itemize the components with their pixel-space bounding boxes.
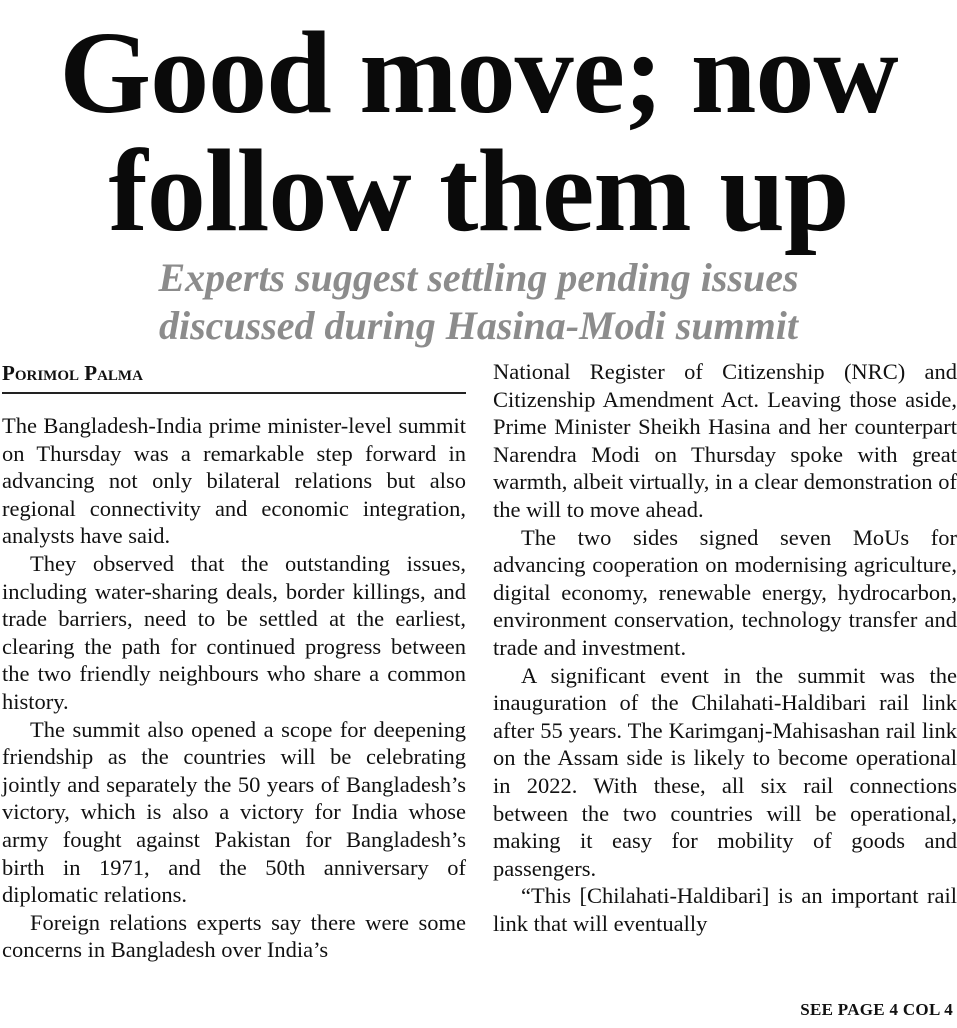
paragraph: The Bangladesh-India prime minister-level summit on Thursday was a remarkable step forward in advancing not only bilateral relations but also regional connectivity and economic integration, analysts have said. (2, 413, 466, 549)
paragraph: Foreign relations experts say there were some concerns in Bangladesh over India’s (2, 909, 466, 963)
byline: Porimol Palma (2, 356, 466, 394)
subheadline-line-2: discussed during Hasina-Modi summit (158, 303, 799, 348)
left-column (2, 356, 466, 964)
paragraph: National Register of Citizenship (NRC) and Citizenship Amendment Act. Leaving those aside, Prime Minister Sheikh Hasina and her counterpart Narendra Modi on Thursday spoke with great warmth, albeit virtually, in a clear demonstration of the will to move ahead. (493, 359, 957, 522)
paragraph: A significant event in the summit was the inauguration of the Chilahati-Haldibari rail link after 55 years. The Karimganj-Mahisashan rail link on the Assam side is likely to become operational in 2022. With these, all six rail connections between the two countries will be operational, making it easy for mobility of goods and passengers. (493, 662, 957, 881)
subheadline-line-1: Experts suggest settling pending issues (158, 255, 799, 300)
paragraph: They observed that the outstanding issues, including water-sharing deals, border killings, and trade barriers, need to be settled at the earliest, clearing the path for continued progress between the two friendly neighbours who share a common history. (2, 550, 466, 714)
subheadline (0, 254, 957, 350)
headline-line-1: Good move; now (59, 7, 898, 138)
headline (0, 7, 957, 256)
continuation-jump: SEE PAGE 4 COL 4 (800, 1000, 953, 1019)
right-column (493, 356, 957, 937)
paragraph: The summit also opened a scope for deepening friendship as the countries will be celebrating jointly and separately the 50 years of Bangladesh’s victory, which is also a victory for India whose army fought against Pakistan for Bangladesh’s birth in 1971, and the 50th anniversary of diplomatic relations. (2, 716, 466, 908)
paragraph: “This [Chilahati-Haldibari] is an important rail link that will eventually (493, 883, 957, 936)
paragraph: The two sides signed seven MoUs for advancing cooperation on modernising agriculture, digital economy, renewable energy, hydrocarbon, environment conservation, technology transfer and trade and investment. (493, 524, 957, 660)
headline-line-2: follow them up (108, 125, 849, 256)
